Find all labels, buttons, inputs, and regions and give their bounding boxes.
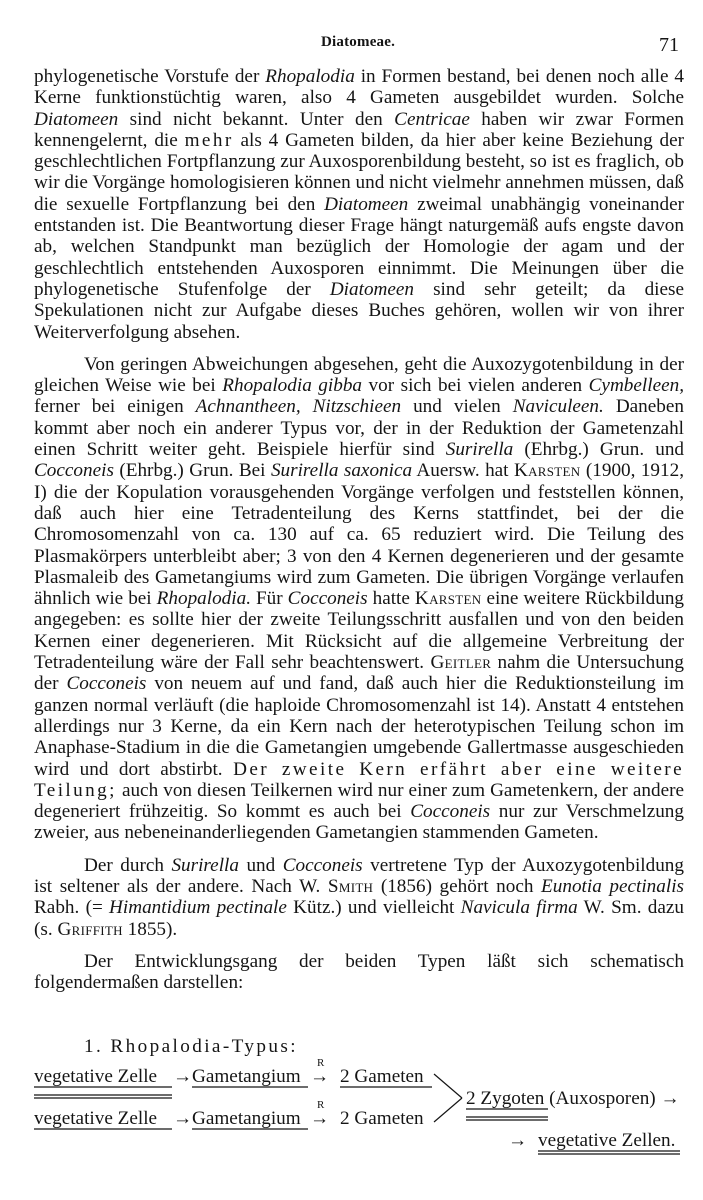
row2-r-label: R xyxy=(317,1099,325,1111)
result-arrow-icon: → xyxy=(508,1130,528,1151)
scheme-heading: 1. Rhopalodia-Typus: xyxy=(84,1036,298,1057)
page-header xyxy=(0,34,703,58)
row1-gametangium: Gametangium xyxy=(192,1066,301,1087)
result-label: vegetative Zellen. xyxy=(538,1130,676,1151)
row2-arrow-icon: → xyxy=(173,1108,193,1129)
main-text xyxy=(34,66,684,993)
row1-cell: vegetative Zelle xyxy=(34,1066,158,1087)
zygoten-label: 2 Zygoten (Auxosporen) → xyxy=(466,1088,680,1109)
row1-arrow2-icon: → xyxy=(310,1066,330,1087)
row2-arrow2-icon: → xyxy=(310,1108,330,1129)
row2-gametangium: Gametangium xyxy=(192,1108,301,1129)
paragraph-1: phylogenetische Vorstufe der Rhopalodia in Formen bestand, bei denen noch alle 4 Kerne funktionstüchtig waren, also 4 Gameten ausgebildet wurden. Solche Diatomeen sind nicht bekannt. Unter den Centricae haben wir zwar Formen kennengelernt, die mehr als 4 Gameten bilden, da hier aber keine Beziehung der geschlechtlichen Fortpflanzung zur Auxosporenbildung besteht, so ist es fraglich, ob wir die Vorgänge homologisieren können und nicht vielmehr annehmen müssen, daß die sexuelle Fortpflanzung bei den Diatomeen zweimal unabhängig voneinander entstanden ist. Die Beantwortung dieser Frage hängt naturgemäß aufs engste davon ab, welchen Standpunkt man bezüglich der Homologie der agam und der geschlechtlich entstehenden Auxosporen einnimmt. Die Meinungen über die phylogenetische Stufenfolge der Diatomeen sind sehr geteilt; da diese Spekulationen nicht zur Aufgabe dieses Buches gehören, wollen wir von ihrer Weiterverfolgung absehen. xyxy=(34,66,685,343)
paragraph-4: Der Entwicklungsgang der beiden Typen läßt sich schematisch folgendermaßen darstellen: xyxy=(34,950,684,994)
bracket-lower xyxy=(434,1098,462,1122)
running-head: Diatomeae. xyxy=(321,34,396,50)
page-number: 71 xyxy=(659,34,679,56)
bracket-upper xyxy=(434,1074,462,1098)
row1-arrow-icon: → xyxy=(173,1066,193,1087)
row1-gameten: 2 Gameten xyxy=(340,1066,424,1087)
paragraph-3: Der durch Surirella und Cocconeis vertretene Typ der Auxozygotenbildung ist seltener als der andere. Nach W. Smith (1856) gehört noch Eunotia pectinalis Rabh. (= Himantidium pectinale Kütz.) und vielleicht Navicula firma W. Sm. dazu (s. Griffith 1855). xyxy=(34,854,684,940)
row2-cell: vegetative Zelle xyxy=(34,1108,158,1129)
row2-gameten: 2 Gameten xyxy=(340,1108,424,1129)
paragraph-2: Von geringen Abweichungen abgesehen, geht die Auxozygotenbildung in der gleichen Weise wie bei Rhopalodia gibba vor sich bei vielen anderen Cymbelleen, ferner bei einigen Achnantheen, Nitzschieen und vielen Naviculeen. Daneben kommt aber noch ein anderer Typus vor, der in der Reduktion der Gametenzahl einen Schritt weiter geht. Beispiele hierfür sind Surirella (Ehrbg.) Grun. und Cocconeis (Ehrbg.) Grun. Bei Surirella saxonica Auersw. hat Karsten (1900, 1912, I) die der Kopulation vorausgehenden Vorgänge verfolgen und feststellen können, daß auch hier eine Tetradenteilung des Kerns stattfindet, bei der die Chromosomenzahl von ca. 130 auf ca. 65 reduziert wird. Die Teilung des Plasmakörpers unterbleibt aber; 3 von den 4 Kernen degenerieren und der gesamte Plasmaleib des Gametangiums wird zum Gameten. Die übrigen Vorgänge verlaufen ähnlich wie bei Rhopalodia. Für Cocconeis hatte Karsten eine weitere Rückbildung angegeben: es sollte hier der zweite Teilungsschritt ausfallen und von den beiden Kernen einer degenerieren. Mit Rücksicht auf die allgemeine Verbreitung der Tetradenteilung wäre der Fall sehr beachtenswert. Geitler nahm die Untersuchung der Cocconeis von neuem auf und fand, daß auch hier die Reduktionsteilung im ganzen normal verläuft (die haploide Chromosomenzahl ist 14). Anstatt 4 entstehen allerdings nur 3 Kerne, da ein Kern nach der heterotypischen Teilung schon im Anaphase-Stadium in die die Gametangien umgebende Gallertmasse ausgeschieden wird und dort abstirbt. Der zweite Kern erfährt aber eine weitere Teilung; auch von diesen Teilkernen wird nur einer zum Gametenkern, der andere degeneriert frühzeitig. So kommt es auch bei Cocconeis nur zur Verschmelzung zweier, aus nebeneinanderliegenden Gametangien stammenden Gameten. xyxy=(34,353,685,844)
row1-r-label: R xyxy=(317,1057,325,1069)
